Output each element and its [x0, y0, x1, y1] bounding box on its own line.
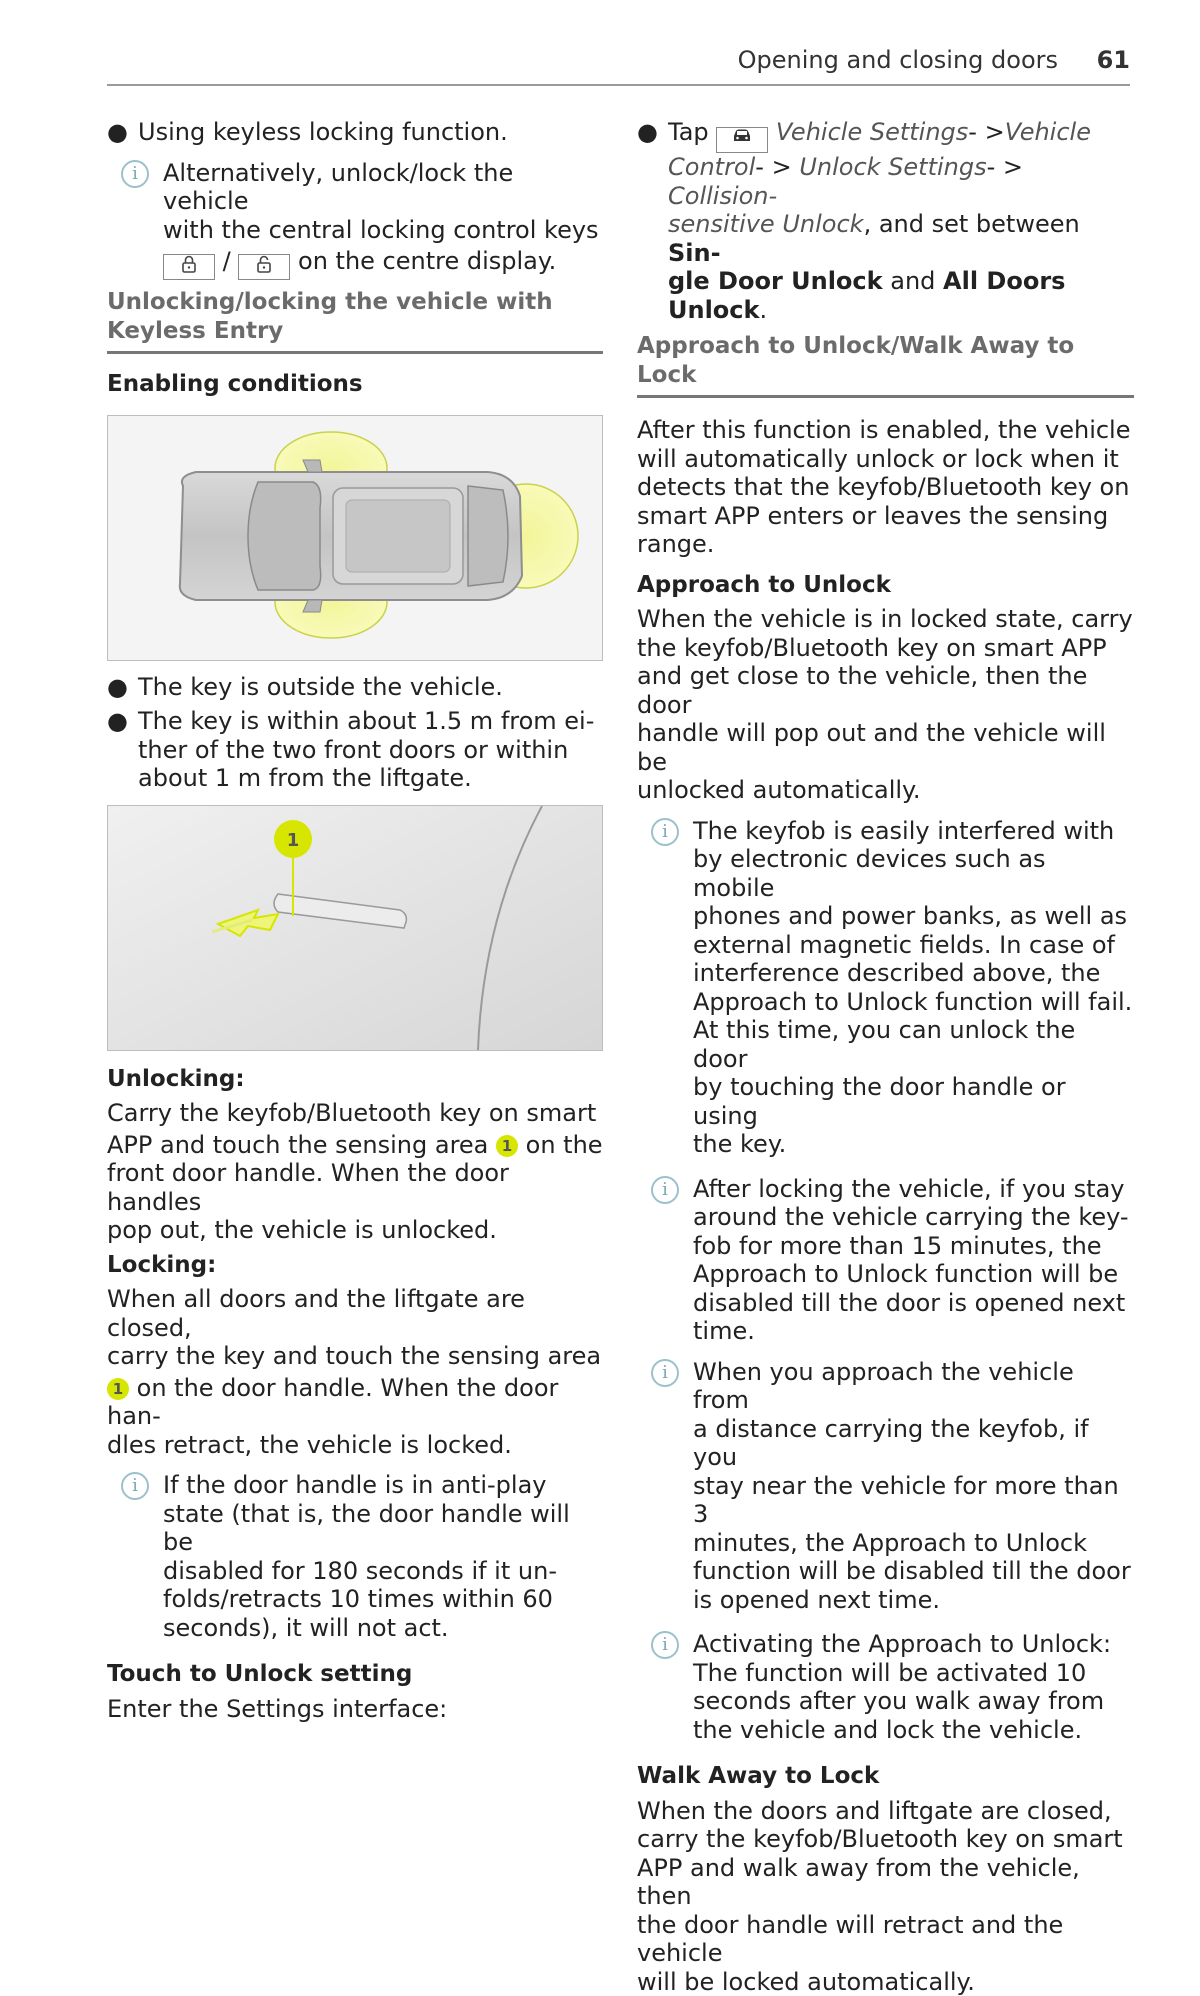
- note-alternative: [107, 159, 603, 281]
- note-line: is opened next time.: [693, 1586, 1134, 1615]
- condition-line: The key is outside the vehicle.: [138, 673, 603, 702]
- menu-collision-b: sensitive Unlock: [668, 210, 864, 238]
- tap-word: Tap: [668, 118, 709, 146]
- note-line: by electronic devices such as mobile: [693, 845, 1134, 902]
- tap-and: and: [890, 267, 935, 295]
- note-line: At this time, you can unlock the door: [693, 1016, 1134, 1073]
- menu-arrow: - >: [755, 153, 791, 181]
- note-line: time.: [693, 1317, 1134, 1346]
- walkaway-text: [637, 1797, 1134, 1996]
- intro-text: [637, 416, 1134, 559]
- right-column: [637, 118, 1134, 1996]
- text-line: and get close to the vehicle, then the door: [637, 662, 1134, 719]
- menu-unlock-settings: Unlock Settings: [799, 153, 986, 181]
- note-15-minutes: [637, 1175, 1134, 1346]
- text-line: front door handle. When the door handles: [107, 1159, 603, 1216]
- info-icon: i: [651, 818, 679, 846]
- walkaway-heading: Walk Away to Lock: [637, 1762, 1134, 1791]
- tap-line: [668, 210, 1134, 267]
- note-line: state (that is, the door handle will be: [163, 1500, 603, 1557]
- text-line: After this function is enabled, the vehicle: [637, 416, 1134, 445]
- note-line: The keyfob is easily interfered with: [693, 817, 1134, 846]
- bullet-dot: ●: [107, 118, 128, 147]
- note-line: with the central locking control keys: [163, 216, 603, 245]
- tap-period: .: [759, 296, 767, 324]
- bullet-tap-settings: [637, 118, 1134, 324]
- page-header: [107, 44, 1130, 86]
- note-line: the vehicle and lock the vehicle.: [693, 1716, 1134, 1745]
- info-icon: i: [651, 1359, 679, 1387]
- note-line: the key.: [693, 1130, 1134, 1159]
- note-activating: [637, 1630, 1134, 1744]
- text-line: Carry the keyfob/Bluetooth key on smart: [107, 1099, 603, 1128]
- unlocking-text: [107, 1099, 603, 1245]
- unlock-key-icon: [238, 254, 290, 280]
- unlocking-heading: Unlocking:: [107, 1065, 603, 1094]
- note-line: a distance carrying the keyfob, if you: [693, 1415, 1134, 1472]
- note-line: minutes, the Approach to Unlock: [693, 1529, 1134, 1558]
- condition-line: ther of the two front doors or within: [138, 736, 603, 765]
- text-line: When the doors and liftgate are closed,: [637, 1797, 1134, 1826]
- note-line: disabled till the door is opened next: [693, 1289, 1134, 1318]
- note-line: by touching the door handle or using: [693, 1073, 1134, 1130]
- bullet-dot: ●: [107, 673, 128, 702]
- text-line: handle will pop out and the vehicle will be: [637, 719, 1134, 776]
- vehicle-key-icon: [716, 127, 768, 153]
- lock-key-icon: [163, 254, 215, 280]
- tap-line: [668, 118, 1134, 153]
- bullet-keyless: [107, 118, 603, 147]
- note-line: seconds after you walk away from: [693, 1687, 1134, 1716]
- info-icon: i: [121, 160, 149, 188]
- menu-collision-a: Collision-: [668, 182, 777, 210]
- condition-item: [107, 707, 603, 793]
- text-fragment: on the door handle. When the door han-: [107, 1374, 558, 1431]
- car-sunroof: [346, 500, 450, 572]
- menu-vehicle-settings: Vehicle Settings: [776, 118, 968, 146]
- info-icon: i: [121, 1472, 149, 1500]
- note-line: fob for more than 15 minutes, the: [693, 1232, 1134, 1261]
- text-line: carry the key and touch the sensing area: [107, 1342, 603, 1371]
- option-single-b: gle Door Unlock: [668, 267, 883, 295]
- text-line-callout: [107, 1374, 603, 1431]
- section-keyless-entry: [107, 288, 603, 354]
- info-icon: i: [651, 1176, 679, 1204]
- text-line: the keyfob/Bluetooth key on smart APP: [637, 634, 1134, 663]
- key-separator: /: [223, 247, 231, 275]
- figure-door-handle: [107, 805, 603, 1051]
- option-single-a: Sin-: [668, 239, 721, 267]
- tap-mid: , and set between: [864, 210, 1080, 238]
- door-handle-illustration: [108, 806, 602, 1050]
- section-approach-walkaway: Approach to Unlock/Walk Away to Lock: [637, 332, 1134, 398]
- header-title: Opening and closing doors: [738, 46, 1058, 74]
- note-interference: [637, 817, 1134, 1159]
- note-anti-play: [107, 1471, 603, 1642]
- note-line: on the centre display.: [298, 247, 556, 275]
- tap-line: [668, 267, 1134, 324]
- menu-vehicle-control-b: Control: [668, 153, 755, 181]
- condition-item: [107, 673, 603, 702]
- bullet-dot: ●: [637, 118, 658, 147]
- left-column: [107, 118, 603, 1723]
- car-top-view-illustration: [108, 416, 602, 660]
- text-line: APP and walk away from the vehicle, then: [637, 1854, 1134, 1911]
- enabling-conditions-heading: Enabling conditions: [107, 370, 603, 399]
- figure-car-sensing-zones: [107, 415, 603, 661]
- note-line: When you approach the vehicle from: [693, 1358, 1134, 1415]
- menu-vehicle-control-a: Vehicle: [1005, 118, 1091, 146]
- locking-text: [107, 1285, 603, 1459]
- note-line-keys: [163, 247, 603, 280]
- text-fragment: on the: [526, 1131, 603, 1159]
- note-3-minutes: [637, 1358, 1134, 1615]
- text-line: will automatically unlock or lock when it: [637, 445, 1134, 474]
- section-line: Unlocking/locking the vehicle with: [107, 288, 603, 317]
- text-line: carry the keyfob/Bluetooth key on smart: [637, 1825, 1134, 1854]
- bullet-dot: ●: [107, 707, 128, 736]
- text-line: detects that the keyfob/Bluetooth key on: [637, 473, 1134, 502]
- callout-1-badge: 1: [107, 1378, 129, 1400]
- menu-arrow: - >: [968, 118, 1004, 146]
- note-line: If the door handle is in anti-play: [163, 1471, 603, 1500]
- option-all-doors: All Doors Unlock: [668, 267, 1065, 324]
- info-icon: i: [651, 1631, 679, 1659]
- note-line: interference described above, the: [693, 959, 1134, 988]
- note-line: phones and power banks, as well as: [693, 902, 1134, 931]
- note-line: Activating the Approach to Unlock:: [693, 1630, 1134, 1659]
- car-windshield: [248, 482, 321, 590]
- approach-text: [637, 605, 1134, 805]
- car-rear-window: [468, 486, 508, 586]
- condition-line: The key is within about 1.5 m from ei-: [138, 707, 603, 736]
- note-line: around the vehicle carrying the key-: [693, 1203, 1134, 1232]
- bullet-text: Using keyless locking function.: [138, 118, 508, 146]
- text-line: When all doors and the liftgate are closed,: [107, 1285, 603, 1342]
- text-line: When the vehicle is in locked state, carry: [637, 605, 1134, 634]
- callout-1-label: 1: [287, 830, 300, 851]
- text-line: smart APP enters or leaves the sensing: [637, 502, 1134, 531]
- approach-heading: Approach to Unlock: [637, 571, 1134, 600]
- tap-line: [668, 153, 1134, 210]
- note-line: external magnetic fields. In case of: [693, 931, 1134, 960]
- menu-arrow: - >: [987, 153, 1023, 181]
- text-line: range.: [637, 530, 1134, 559]
- text-line: pop out, the vehicle is unlocked.: [107, 1216, 603, 1245]
- page-number: 61: [1097, 46, 1130, 74]
- text-line: the door handle will retract and the vehicle: [637, 1911, 1134, 1968]
- note-line: Approach to Unlock function will fail.: [693, 988, 1134, 1017]
- note-line: After locking the vehicle, if you stay: [693, 1175, 1134, 1204]
- note-line: stay near the vehicle for more than 3: [693, 1472, 1134, 1529]
- note-line: seconds), it will not act.: [163, 1614, 603, 1643]
- callout-1-badge: 1: [496, 1135, 518, 1157]
- car-icon: [731, 128, 753, 144]
- note-line: Approach to Unlock function will be: [693, 1260, 1134, 1289]
- text-line-callout: [107, 1131, 603, 1160]
- note-line: disabled for 180 seconds if it un-: [163, 1557, 603, 1586]
- note-line: The function will be activated 10: [693, 1659, 1134, 1688]
- condition-line: about 1 m from the liftgate.: [138, 764, 603, 793]
- text-line: unlocked automatically.: [637, 776, 1134, 805]
- text-line: dles retract, the vehicle is locked.: [107, 1431, 603, 1460]
- note-line: folds/retracts 10 times within 60: [163, 1585, 603, 1614]
- door-panel: [108, 806, 602, 1050]
- locking-heading: Locking:: [107, 1251, 603, 1280]
- touch-unlock-heading: Touch to Unlock setting: [107, 1660, 603, 1689]
- section-line: Keyless Entry: [107, 317, 603, 346]
- text-line: will be locked automatically.: [637, 1968, 1134, 1996]
- padlock-closed-icon: [181, 255, 197, 273]
- note-line: Alternatively, unlock/lock the vehicle: [163, 159, 603, 216]
- touch-unlock-text: Enter the Settings interface:: [107, 1695, 603, 1724]
- text-fragment: APP and touch the sensing area: [107, 1131, 488, 1159]
- note-line: function will be disabled till the door: [693, 1557, 1134, 1586]
- padlock-open-icon: [255, 255, 273, 273]
